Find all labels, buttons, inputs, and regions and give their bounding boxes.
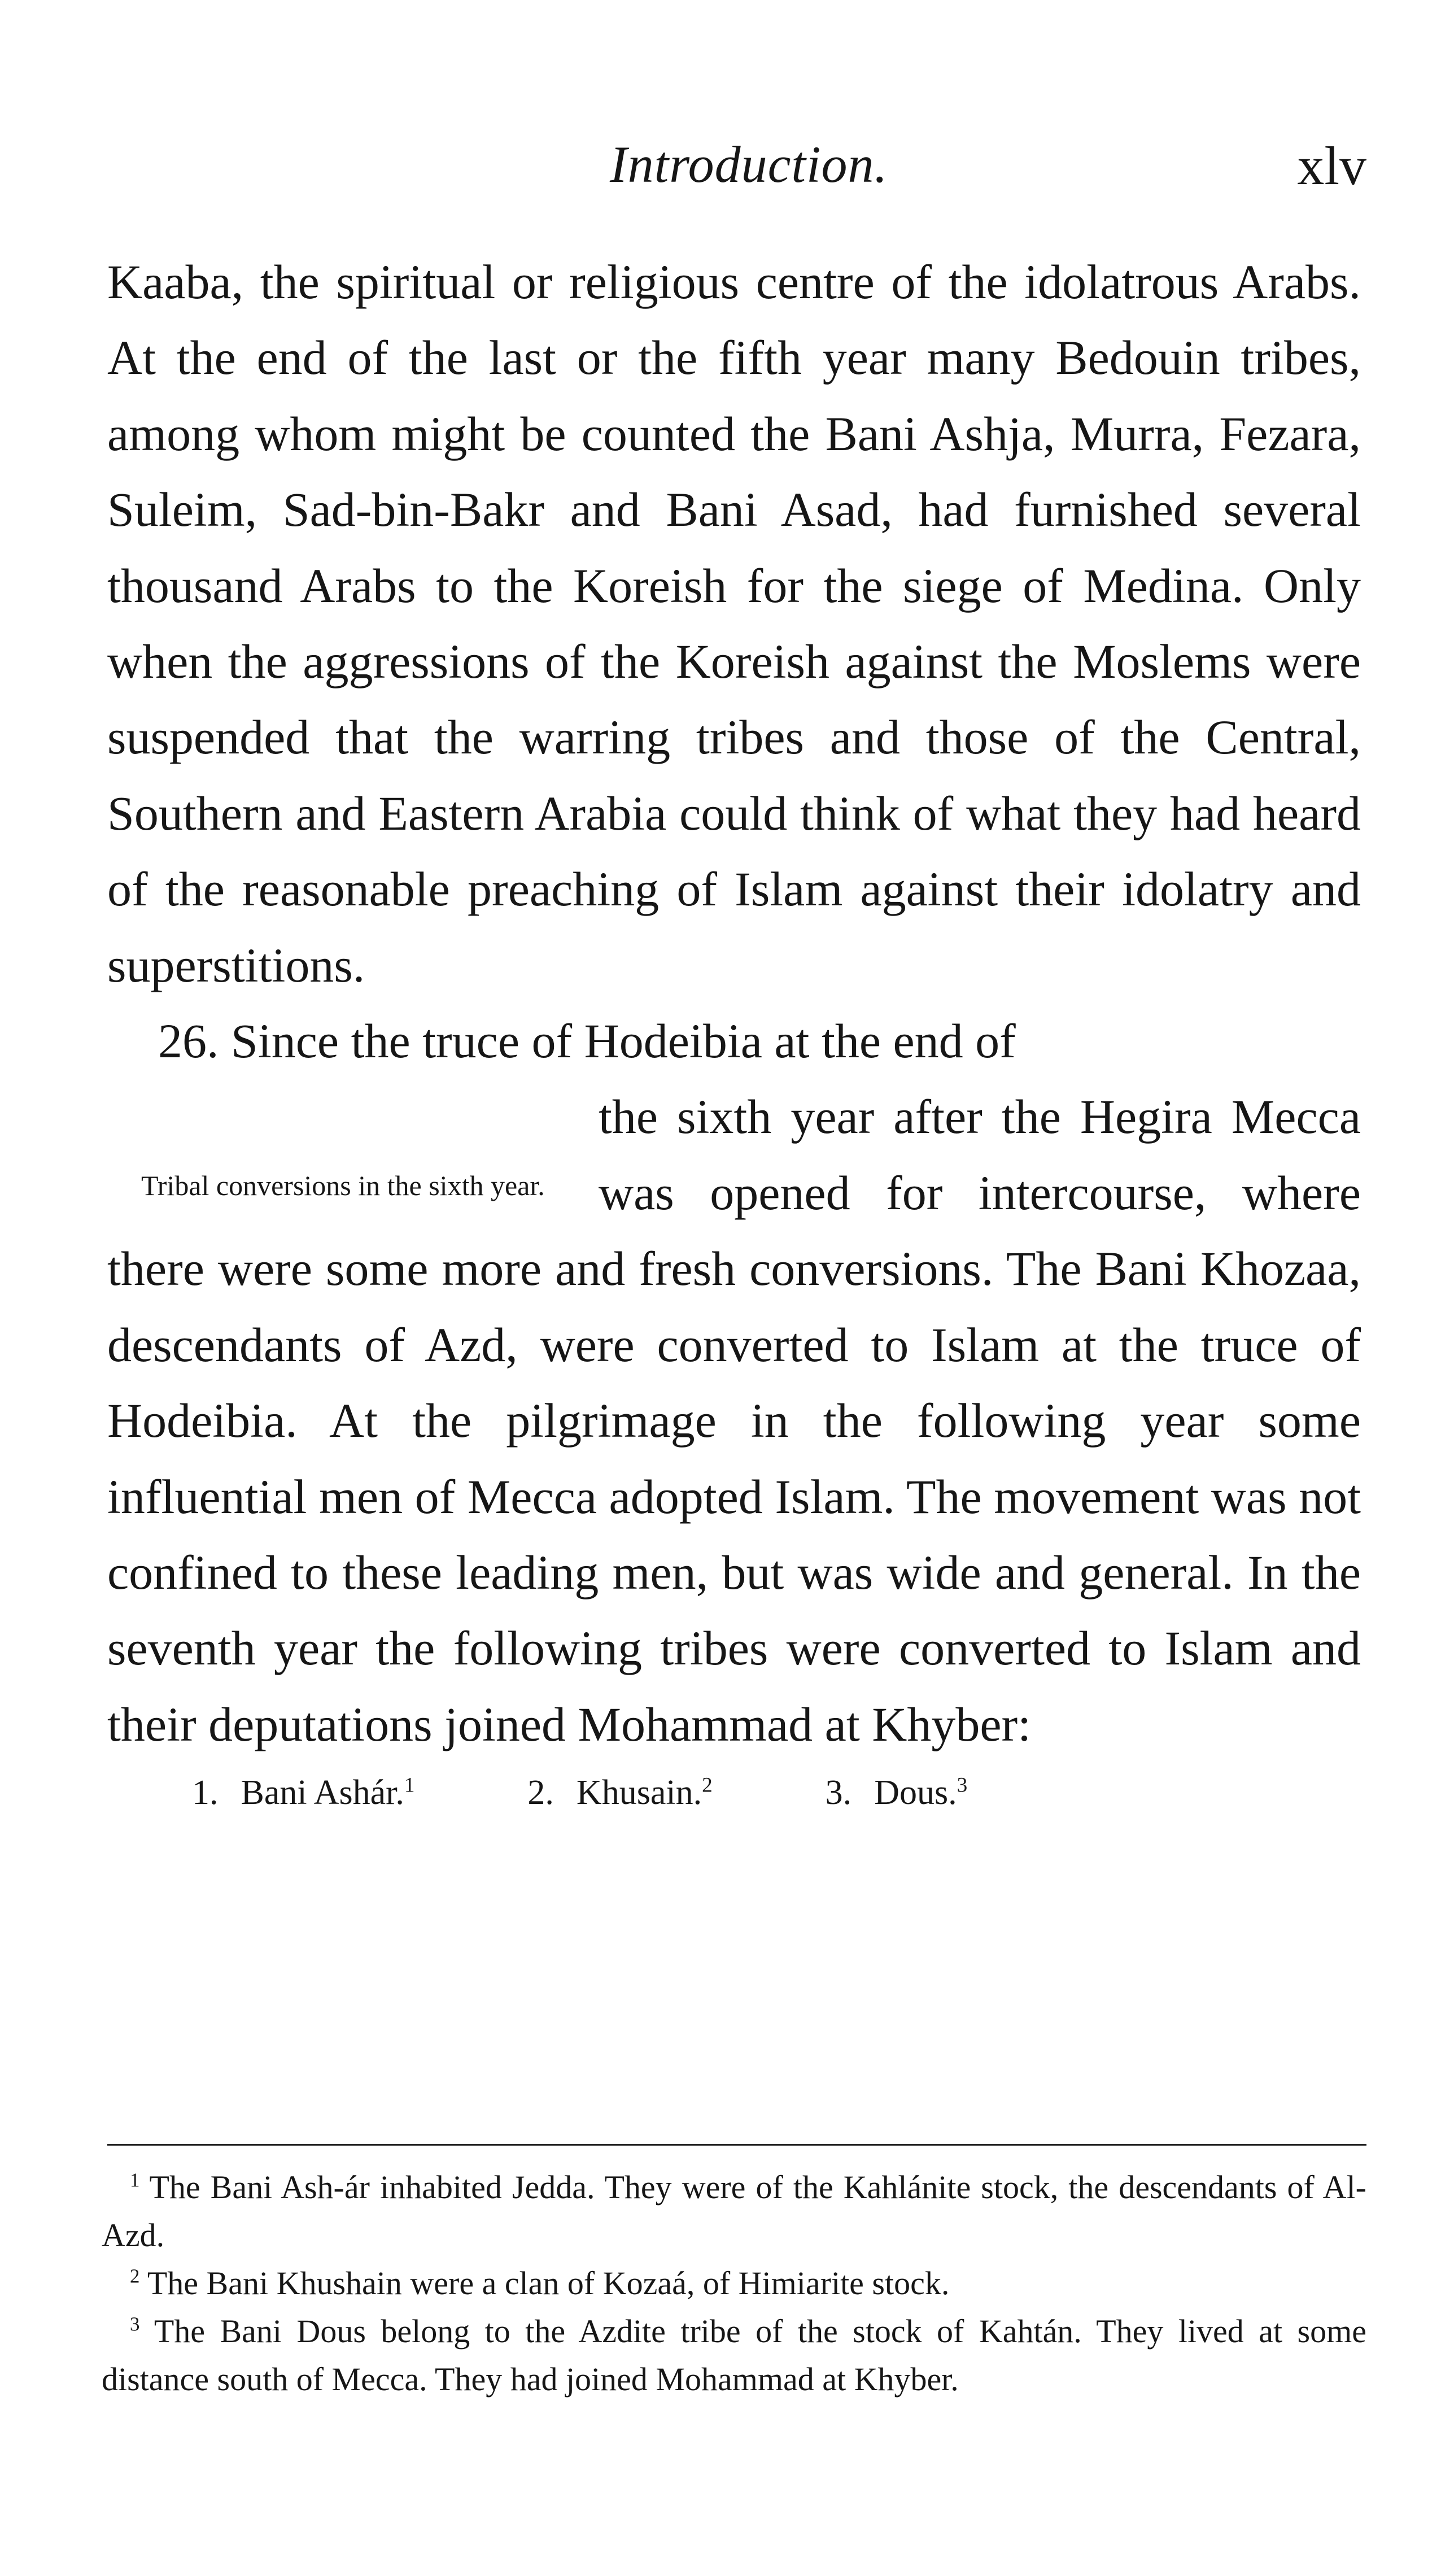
footnote-ref: 1	[404, 1773, 415, 1797]
tribe-item	[192, 1764, 414, 1821]
footnote-ref: 3	[957, 1773, 968, 1797]
tribe-name: Dous.	[874, 1773, 957, 1812]
footnote-text: The Bani Khushain were a clan of Kozaá, of Himiarite stock.	[147, 2265, 950, 2302]
paragraph-2-lead: 26. Since the truce of Hodeibia at the end of	[158, 1014, 1016, 1069]
margin-sidenote: Tribal conversions in the sixth year.	[141, 1170, 545, 1202]
tribe-name: Khusain.	[576, 1773, 702, 1812]
footnote-ref: 2	[702, 1773, 713, 1797]
footnote-3	[102, 2307, 1366, 2403]
page-header	[107, 134, 1366, 197]
page-number: xlv	[1297, 136, 1366, 196]
footnote-2	[102, 2259, 1366, 2307]
tribe-name: Bani Ashár.	[241, 1773, 404, 1812]
footnote-text: The Bani Ash-ár inhabited Jedda. They were of the Kahlánite stock, the descendants of Al-Azd.	[102, 2169, 1367, 2254]
paragraph-1: Kaaba, the spiritual or religious centre of the idolatrous Arabs. At the end of the last or the fifth year many Bedouin tribes, among whom might be counted the Bani Ashja, Murra, Fezara, Suleim, Sad-bin-Bakr and Bani Asad, had furnished several thousand Arabs to the Koreish for the siege of Medina. Only when the aggressions of the Koreish against the Moslems were suspended that the warring tribes and those of the Central, Southern and Eastern Arabia could think of what they had heard of the reasonable preaching of Islam against their idolatry and superstitions.	[107, 255, 1361, 992]
footnote-mark: 3	[130, 2313, 140, 2335]
tribe-number: 1.	[192, 1773, 219, 1812]
tribe-list	[107, 1764, 1361, 1821]
footnote-text: The Bani Dous belong to the Azdite tribe of the stock of Kahtán. They lived at some distance south of Mecca. They had joined Mohammad at Khyber.	[102, 2313, 1366, 2398]
footnote-divider	[107, 2144, 1366, 2146]
tribe-number: 3.	[825, 1773, 852, 1812]
footnotes	[102, 2163, 1366, 2403]
tribe-item	[826, 1764, 968, 1821]
body-text	[107, 244, 1361, 1821]
paragraph-2-body: the sixth year after the Hegira Mecca was opened for intercourse, where there were some more and fresh conversions. The Bani Khozaa, descendants of Azd, were converted to Islam at the truce of Hodeibia. At the pilgrimage in the following year some influential men of Mecca adopted Islam. The movement was not confined to these leading men, but was wide and general. In the seventh year the following tribes were converted to Islam and their deputations joined Mohammad at Khyber:	[107, 1089, 1361, 1751]
paragraph-2-with-sidenote	[107, 1079, 1361, 1762]
tribe-number: 2.	[527, 1773, 554, 1812]
footnote-1	[102, 2163, 1366, 2259]
running-title: Introduction.	[610, 136, 888, 193]
footnote-mark: 2	[130, 2265, 140, 2287]
footnote-mark: 1	[130, 2169, 140, 2191]
tribe-item	[527, 1764, 712, 1821]
